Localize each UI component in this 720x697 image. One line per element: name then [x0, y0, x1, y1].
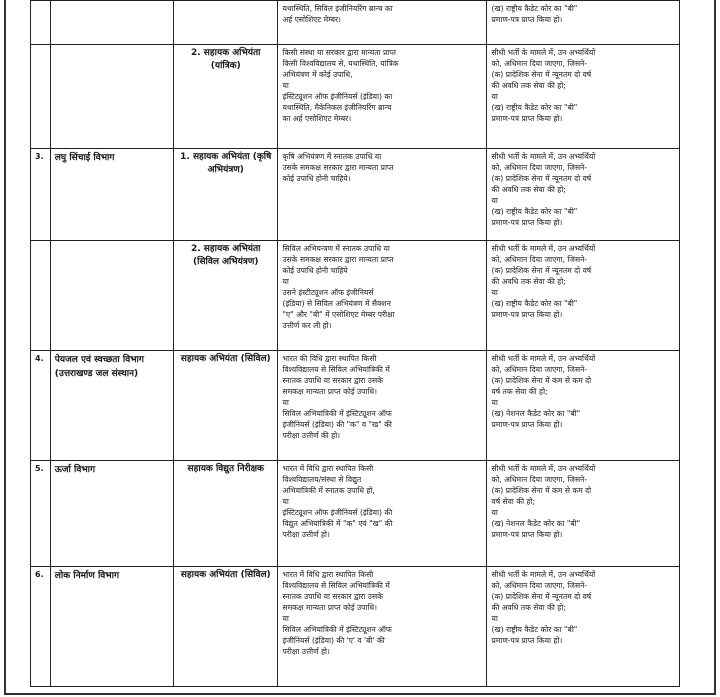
department-name-text: लघु सिंचाई विभाग: [54, 153, 115, 163]
preference-line: सीधी भर्ती के मामले में, उन अभ्यर्थियों: [491, 48, 596, 57]
preference-line: (ख) नेशनल कैडेट कोर का "बी": [491, 519, 581, 528]
department-name-text: पेयजल एवं स्वच्छता विभाग (उत्तराखण्ड जल संस्थान): [54, 355, 144, 379]
qualification-line: या: [282, 277, 289, 286]
preference-line: (ख) राष्ट्रीय कैडेट कोर का "बी": [491, 299, 578, 308]
table-body: [31, 1, 680, 687]
preference-line: (क) प्रादेशिक सेना में न्यूनतम दो वर्ष: [491, 592, 592, 601]
qualification-line: का अर्ह एसोशिएट मेम्बर।: [282, 114, 352, 123]
qualification-line: विश्वविद्यालय से सिविल अभियांत्रिकी में: [282, 581, 390, 590]
preference-line: (क) प्रादेशिक सेना में न्यूनतम दो वर्ष: [491, 70, 592, 79]
serial-number: [31, 567, 51, 687]
preference-line: प्रमाण-पत्र प्राप्त किया हो।: [491, 15, 563, 24]
preference-line: की अवधि तक सेवा की हो;: [491, 277, 566, 286]
serial-number: [31, 461, 51, 567]
qualification-cell: [278, 567, 487, 687]
serial-number-text: 6.: [35, 570, 44, 579]
preference-cell: [487, 1, 680, 45]
qualification-line: उत्तीर्ण कर ली हो।: [282, 321, 332, 330]
preference-line: वर्ष तक सेवा की हो;: [491, 387, 548, 396]
preference-line: को, अधिमान दिया जाएगा, जिसने-: [491, 255, 588, 264]
preference-line: (क) प्रादेशिक सेना में न्यूनतम दो वर्ष: [491, 174, 592, 183]
preference-line: (ख) राष्ट्रीय कैडेट कोर का "बी": [491, 207, 578, 216]
preference-line: प्रमाण-पत्र प्राप्त किया हो।: [491, 310, 563, 319]
qualification-line: अभियंत्रण में कोई उपाधि,: [282, 70, 353, 79]
post-name: [173, 1, 278, 45]
preference-cell: [487, 241, 680, 351]
department-name: [50, 567, 173, 687]
post-name-text: सहायक विद्युत निरीक्षक: [187, 464, 264, 474]
preference-line: (क) प्रादेशिक सेना में कम से कम दो: [491, 376, 592, 385]
post-name: [173, 461, 278, 567]
qualification-cell: [278, 241, 487, 351]
serial-number: [31, 1, 51, 45]
post-name-text: सहायक अभियंता (सिविल): [180, 354, 271, 364]
department-name-text: ऊर्जा विभाग: [54, 465, 96, 475]
preference-line: (ख) राष्ट्रीय कैडेट कोर का "बी": [491, 103, 578, 112]
qualification-line: किसी विश्वविद्यालय से, यथास्थिति, यांत्रिक: [282, 59, 399, 68]
qualification-line: कोई उपाधि होनी चाहिये: [282, 266, 348, 275]
qualification-cell: [278, 149, 487, 241]
post-name: [173, 567, 278, 687]
preference-line: (क) प्रादेशिक सेना में कम से कम दो: [491, 486, 592, 495]
preference-line: या: [491, 398, 498, 407]
qualification-line: अर्ह एसोशिएट मेम्बर।: [282, 15, 341, 24]
preference-line: सीधी भर्ती के मामले में, उन अभ्यर्थियों: [491, 152, 596, 161]
preference-line: को, अधिमान दिया जाएगा, जिसने-: [491, 475, 588, 484]
qualification-line: भारत की विधि द्वारा स्थापित किसी: [282, 354, 377, 363]
preference-line: वर्ष सेवा की हो;: [491, 497, 536, 506]
serial-number: [31, 45, 51, 149]
preference-line: प्रमाण-पत्र प्राप्त किया हो।: [491, 114, 563, 123]
qualification-line: स्नातक उपाधि या सरकार द्वारा उसके: [282, 592, 383, 601]
post-name-text: 1. सहायक अभियंता (कृषि अभियंत्रण): [180, 152, 272, 175]
preference-cell: [487, 567, 680, 687]
preference-cell: [487, 351, 680, 461]
qualification-line: अभियांत्रिकी में स्नातक उपाधि हो,: [282, 486, 375, 495]
table-row: [31, 241, 680, 351]
preference-cell: [487, 461, 680, 567]
preference-line: या: [491, 288, 498, 297]
qualification-line: इंस्टिट्यूशन ऑफ इंजीनियर्स (इंडिया) की: [282, 508, 393, 517]
qualification-line: समकक्ष मान्यता प्राप्त कोई उपाधि।: [282, 603, 377, 612]
qualification-line: "ए" और "बी" में एसोशिएट मेम्बर परीक्षा: [282, 310, 395, 319]
qualification-line: उसके समकक्ष सरकार द्वारा मान्यता प्राप्त: [282, 163, 394, 172]
qualification-line: विद्युत अभियांत्रिकी में "क" एवं "ख" की: [282, 519, 393, 528]
department-name: [50, 351, 173, 461]
preference-line: की अवधि तक सेवा की हो;: [491, 185, 566, 194]
preference-line: सीधी भर्ती के मामले में, उन अभ्यर्थियों: [491, 570, 596, 579]
qualification-line: कृषि अभियंत्रण में स्नातक उपाधि या: [282, 152, 382, 161]
qualification-line: यथास्थिति, सिविल इंजीनियरिंग ब्रान्च का: [282, 4, 393, 13]
post-name-text: सहायक अभियंता (सिविल): [180, 570, 271, 580]
qualification-line: स्नातक उपाधि या सरकार द्वारा उसके: [282, 376, 383, 385]
department-name: [50, 241, 173, 351]
qualification-line: या: [282, 398, 289, 407]
preference-line: या: [491, 508, 498, 517]
preference-line: (क) प्रादेशिक सेना में न्यूनतम दो वर्ष: [491, 266, 592, 275]
post-name: [173, 241, 278, 351]
preference-line: को, अधिमान दिया जाएगा, जिसने-: [491, 581, 588, 590]
preference-line: (ख) राष्ट्रीय कैडेट कोर का "बी": [491, 4, 578, 13]
serial-number: [31, 351, 51, 461]
qualification-line: इंस्टिट्यूशन ऑफ इंजीनियर्स (इंडिया) का: [282, 92, 393, 101]
preference-line: को, अधिमान दिया जाएगा, जिसने-: [491, 59, 588, 68]
qualification-line: सिविल अभियांत्रिकी में इंस्टिट्यूशन ऑफ: [282, 409, 392, 418]
qualification-line: किसी संस्था या सरकार द्वारा मान्यता प्राप्त: [282, 48, 396, 57]
qualification-line: उसके समकक्ष सरकार द्वारा मान्यता प्राप्त: [282, 255, 394, 264]
department-name-text: लोक निर्माण विभाग: [54, 571, 120, 581]
department-name: [50, 45, 173, 149]
preference-line: (ख) राष्ट्रीय कैडेट कोर का "बी": [491, 625, 578, 634]
department-name: [50, 461, 173, 567]
qualification-cell: [278, 1, 487, 45]
preference-line: को, अधिमान दिया जाएगा, जिसने-: [491, 163, 588, 172]
qualification-line: कोई उपाधि होनी चाहिये।: [282, 174, 351, 183]
qualification-line: यथास्थिति, मैकेनिकल इंजीनियरिंग ब्रान्च: [282, 103, 392, 112]
preference-cell: [487, 45, 680, 149]
qualification-line: या: [282, 497, 289, 506]
serial-number: [31, 149, 51, 241]
qualification-line: परीक्षा उत्तीर्ण की हो।: [282, 431, 341, 440]
qualification-line: उसने इंस्टीट्यूशन ऑफ इंजीनियर्स: [282, 288, 374, 297]
preference-line: की अवधि तक सेवा की हो;: [491, 81, 566, 90]
table-row: [31, 461, 680, 567]
qualification-line: या: [282, 81, 289, 90]
qualification-line: इंजीनियर्स (इंडिया) की 'ए' व 'बी' की: [282, 636, 385, 645]
qualification-line: या: [282, 614, 289, 623]
qualification-line: इंजीनियर्स (इंडिया) की "क" व "ख" की: [282, 420, 392, 429]
qualification-line: (इंडिया) से सिविल अभियंत्रण में सैक्शन: [282, 299, 391, 308]
preference-line: सीधी भर्ती के मामले में, उन अभ्यर्थियों: [491, 244, 596, 253]
qualification-line: सिविल अभियन्त्रण में स्नातक उपाधि या: [282, 244, 390, 253]
post-name: [173, 149, 278, 241]
eligibility-table: [30, 0, 680, 687]
table-row: [31, 1, 680, 45]
preference-line: प्रमाण-पत्र प्राप्त किया हो।: [491, 420, 563, 429]
post-name-text: 2. सहायक अभियंता (सिविल अभियंत्रण): [190, 244, 261, 267]
preference-line: की अवधि तक सेवा की हो;: [491, 603, 566, 612]
qualification-line: परीक्षा उत्तीर्ण हो।: [282, 530, 330, 539]
table-row: [31, 149, 680, 241]
table-row: [31, 351, 680, 461]
qualification-line: भारत में विधि द्वारा स्थापित किसी: [282, 464, 374, 473]
department-name: [50, 1, 173, 45]
serial-number: [31, 241, 51, 351]
table-row: [31, 567, 680, 687]
qualification-line: सिविल अभियांत्रिकी में इंस्टिट्यूशन ऑफ: [282, 625, 392, 634]
serial-number-text: 4.: [35, 354, 44, 363]
post-name: [173, 351, 278, 461]
qualification-line: परीक्षा उत्तीर्ण हो।: [282, 647, 330, 656]
qualification-line: विश्वविद्यालय/संस्था से विद्युत: [282, 475, 362, 484]
preference-line: प्रमाण-पत्र प्राप्त किया हो।: [491, 636, 563, 645]
qualification-line: विश्वविद्यालय से सिविल अभियांत्रिकी में: [282, 365, 390, 374]
preference-line: सीधी भर्ती के मामले में, उन अभ्यर्थियों: [491, 354, 596, 363]
preference-line: प्रमाण-पत्र प्राप्त किया हो।: [491, 530, 563, 539]
qualification-cell: [278, 45, 487, 149]
table-row: [31, 45, 680, 149]
preference-line: या: [491, 196, 498, 205]
post-name: [173, 45, 278, 149]
preference-line: (ख) नेशनल कैडेट कोर का "बी": [491, 409, 581, 418]
preference-line: या: [491, 92, 498, 101]
qualification-cell: [278, 461, 487, 567]
preference-line: प्रमाण-पत्र प्राप्त किया हो।: [491, 218, 563, 227]
preference-line: या: [491, 614, 498, 623]
serial-number-text: 3.: [35, 152, 44, 161]
serial-number-text: 5.: [35, 464, 44, 473]
preference-line: को, अधिमान दिया जाएगा, जिसने-: [491, 365, 588, 374]
preference-line: सीधी भर्ती के मामले में, उन अभ्यर्थियों: [491, 464, 596, 473]
qualification-line: समकक्ष मान्यता प्राप्त कोई उपाधि।: [282, 387, 377, 396]
post-name-text: 2. सहायक अभियंता (यांत्रिक): [190, 48, 261, 71]
qualification-cell: [278, 351, 487, 461]
preference-cell: [487, 149, 680, 241]
department-name: [50, 149, 173, 241]
qualification-line: भारत में विधि द्वारा स्थापित किसी: [282, 570, 374, 579]
